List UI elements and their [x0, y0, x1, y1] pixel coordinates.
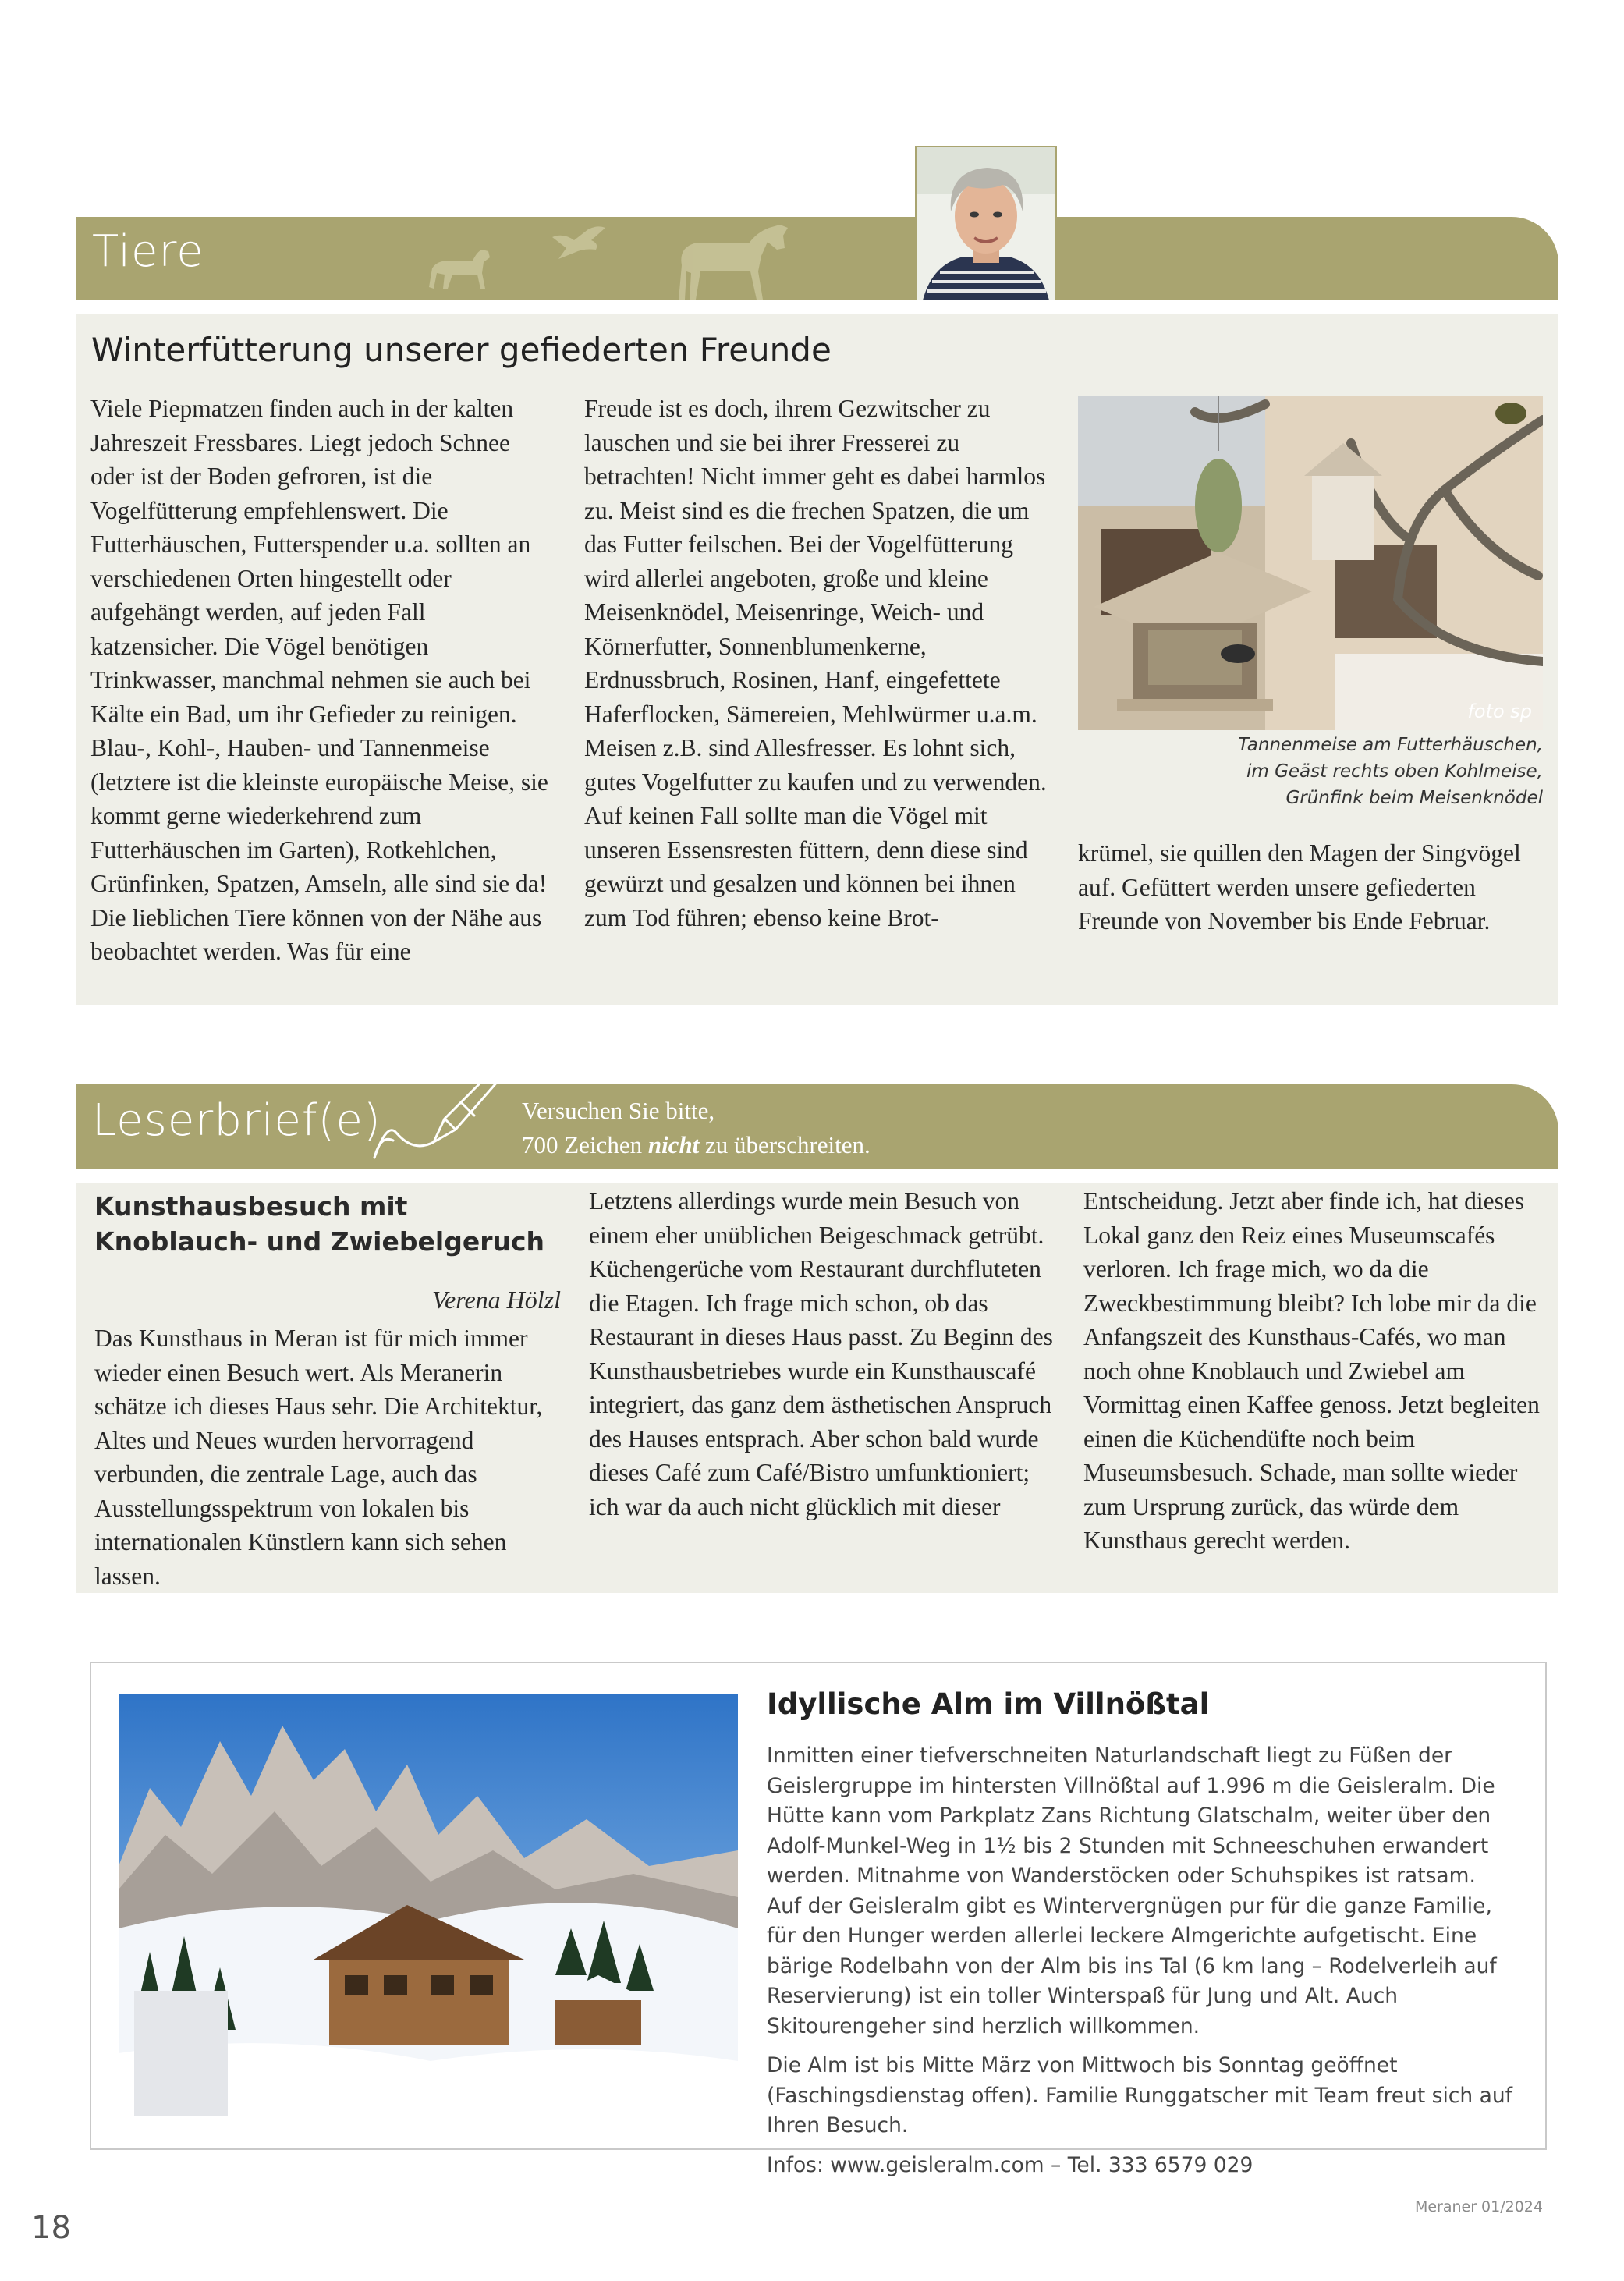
- note-line-2: 700 Zeichen nicht zu überschreiten.: [522, 1131, 871, 1158]
- letter-headline: [94, 1189, 544, 1259]
- promo-paragraph-2: Die Alm ist bis Mitte März von Mittwoch bis Sonntag geöffnet (Faschingsdienstag offen). Familie Runggatscher mit Team freut sich auf Ihren Besuch.: [767, 2053, 1512, 2137]
- letter-column-1-text: Das Kunsthaus in Meran ist für mich immer wieder einen Besuch wert. Als Meranerin schätze ich dieses Haus sehr. Die Architektur, Altes und Neues wurden hervorragend verbunden, die zentrale Lage, auch das Ausstellungsspektrum von lokalen bis internationalen Künstlern kann sich sehen lassen.: [94, 1325, 543, 1590]
- note-emphasis: nicht: [647, 1131, 700, 1158]
- issue-label: Meraner 01/2024: [1414, 2198, 1543, 2215]
- author-portrait: [915, 146, 1057, 300]
- fountain-pen-icon: [359, 1048, 515, 1165]
- letter-column-1: [94, 1321, 562, 1593]
- article-column-2-text: Freude ist es doch, ihrem Gezwitscher zu lauschen und sie bei ihrer Fresserei zu betrachten! Nicht immer geht es dabei harmlos zu. Meist sind es die frechen Spatzen, die um das Futter feilschen. Bei der Vogelfütterung wird allerlei angeboten, große und kleine Meisenknödel, Meisenringe, Weich- und Körnerfutter, Sonnenblumenkerne, Erdnussbruch, Rosinen, Hanf, eingefettete Haferflocken, Sämereien, Mehlwürmer u.a.m. Meisen z.B. sind Allesfresser. Es lohnt sich, gutes Vogelfutter zu kaufen und zu verwenden. Auf keinen Fall sollte man die Vögel mit unseren Essensresten füttern, denn diese sind gewürzt und gesalzen und können bei ihnen zum Tod führen; ebenso keine Brot-: [584, 395, 1047, 931]
- caption-line-2: im Geäst rechts oben Kohlmeise,: [1246, 761, 1543, 782]
- section-title-tiere: Tiere: [92, 226, 204, 277]
- caption-line-1: Tannenmeise am Futterhäuschen,: [1238, 735, 1543, 755]
- page-number: 18: [31, 2210, 71, 2246]
- promo-title: Idyllische Alm im Villnößtal: [767, 1687, 1210, 1721]
- section-band-tiere: [76, 217, 1558, 300]
- letter-author: Verena Hölzl: [431, 1286, 561, 1314]
- section-title-leserbrief: Leserbrief(e): [92, 1095, 381, 1146]
- article-column-3: [1078, 836, 1543, 938]
- promo-paragraph-1: Inmitten einer tiefverschneiten Naturlandschaft liegt zu Füßen der Geislergruppe im hintersten Villnößtal auf 1.996 m die Geisleralm. Die Hütte kann vom Parkplatz Zans Richtung Glatschalm, weiter über den Adolf-Munkel-Weg in 1½ bis 2 Stunden mit Schneeschuhen erwandert werden. Mitnahme von Wanderstöcken oder Schuhspikes ist ratsam. Auf der Geisleralm gibt es Wintervergnügen pur für die ganze Familie, für den Hunger werden allerlei leckere Almgerichte aufgetischt. Eine bärige Rodelbahn von der Alm bis ins Tal (6 km lang – Rodelverleih auf Reservierung) ist ein toller Winterspaß für Jung und Alt. Auch Skitourengeher sind herzlich willkommen.: [767, 1744, 1497, 2038]
- article-title: Winterfütterung unserer gefiederten Freunde: [91, 331, 832, 369]
- article-column-2: [584, 392, 1052, 935]
- leserbrief-note: [522, 1094, 871, 1162]
- letter-column-3-text: Entscheidung. Jetzt aber finde ich, hat dieses Lokal ganz den Reiz eines Museumscafés verloren. Ich frage mich, wo da die Zweckbestimmung bleibt? Ich lobe mir da die Anfangszeit des Kunsthaus-Cafés, wo man noch ohne Knoblauch und Zwiebel am Vormittag einen Kaffee genoss. Jetzt begleiten einen die Küchendüfte noch beim Museumsbesuch. Schade, man sollte wieder zum Ursprung zurück, das würde dem Kunsthaus gerecht werden.: [1083, 1187, 1540, 1554]
- letter-column-2: [589, 1184, 1057, 1524]
- photo-caption: [1078, 732, 1543, 811]
- letter-headline-line-2: Knoblauch- und Zwiebelgeruch: [94, 1226, 545, 1257]
- dog-icon: [429, 250, 490, 289]
- bird-icon: [552, 226, 605, 259]
- letter-column-3: [1083, 1184, 1551, 1558]
- article-column-3-text: krümel, sie quillen den Magen der Singvögel auf. Gefüttert werden unsere gefiederten Freunde von November bis Ende Februar.: [1078, 839, 1521, 935]
- letter-headline-line-1: Kunsthausbesuch mit: [94, 1191, 408, 1222]
- bird-feeder-photo: [1078, 396, 1543, 730]
- photo-credit: foto sp: [1467, 701, 1532, 722]
- letter-column-2-text: Letztens allerdings wurde mein Besuch von einem eher unüblichen Beigeschmack getrübt. Küchengerüche vom Restaurant durchfluteten die Etagen. Ich frage mich schon, ob das Restaurant in dieses Haus passt. Zu Beginn des Kunsthausbetriebes wurde ein Kunsthauscafé integriert, das ganz dem ästhetischen Anspruch des Hauses entsprach. Aber schon bald wurde dieses Café zum Café/Bistro umfunktioniert; ich war da auch nicht glücklich mit dieser: [589, 1187, 1053, 1520]
- article-column-1: [90, 392, 557, 969]
- horse-icon: [679, 225, 788, 300]
- article-column-1-text: Viele Piepmatzen finden auch in der kalten Jahreszeit Fressbares. Liegt jedoch Schnee oder ist der Boden gefroren, ist die Vogelfütterung empfehlenswert. Die Futterhäuschen, Futterspender u.a. sollten an verschiedenen Orten hingestellt oder aufgehängt werden, auf jeden Fall katzensicher. Die Vögel benötigen Trinkwasser, manchmal nehmen sie auch bei Kälte ein Bad, um ihr Gefieder zu reinigen. Blau-, Kohl-, Hauben- und Tannenmeise (letztere ist die kleinste europäische Meise, sie kommt gerne wiederkehrend zum Futterhäuschen im Garten), Rotkehlchen, Grünfinken, Spatzen, Amseln, alle sind sie da! Die lieblichen Tiere können von der Nähe aus beobachtet werden. Was für eine: [90, 395, 548, 965]
- note-line-1: Versuchen Sie bitte,: [522, 1097, 715, 1124]
- animal-silhouettes-decoration: [421, 217, 811, 300]
- alpine-hut-photo: [119, 1694, 738, 2116]
- promo-contact: Infos: www.geisleralm.com – Tel. 333 6579 029: [767, 2152, 1253, 2177]
- promo-text: [767, 1741, 1516, 2190]
- caption-line-3: Grünfink beim Meisenknödel: [1285, 788, 1543, 808]
